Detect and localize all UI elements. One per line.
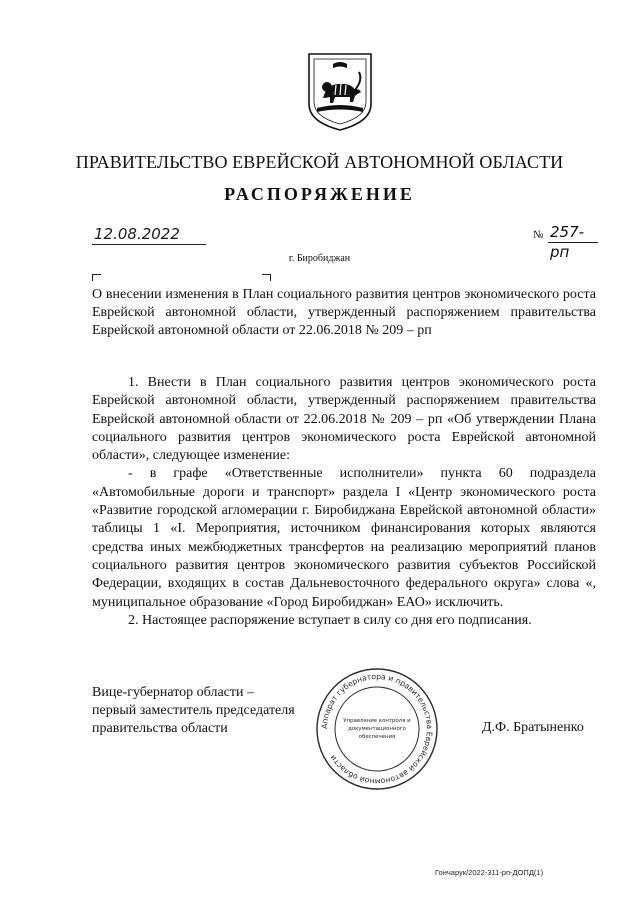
document-type: РАСПОРЯЖЕНИЕ — [224, 184, 415, 204]
subject-corner-left — [92, 274, 101, 281]
signer-title — [92, 684, 322, 738]
government-title: ПРАВИТЕЛЬСТВО ЕВРЕЙСКОЙ АВТОНОМНОЙ ОБЛАСТИ — [75, 152, 564, 172]
number-label: № — [533, 229, 544, 241]
signer-title-line-3: правительства области — [92, 721, 228, 736]
official-stamp — [312, 664, 442, 794]
document-subject: О внесении изменения в План социального развития центров экономического роста Еврейской автономной области, утвержденный распоряжением правительства Еврейской автономной области от 22.06.2018 № 209 – рп — [92, 287, 596, 338]
signer-title-line-2: первый заместитель председателя — [92, 703, 295, 718]
city: г. Биробиджан — [288, 253, 351, 264]
stamp-center-line-2: документационного — [348, 726, 406, 732]
signer-title-line-1: Вице-губернатор области – — [92, 685, 254, 700]
handwritten-date: 12.08.2022 — [92, 224, 206, 245]
body-paragraph-2: - в графе «Ответственные исполнители» пункта 60 подраздела «Автомобильные дороги и транспорт» раздела I «Центр экономического роста «Развитие городской агломерации г. Биробиджана Еврейской автономной области» таблицы 1 «I. Мероприятия, источником финансирования которых являются средства иных межбюджетных трансфертов на реализацию мероприятий планов социального развития центров экономического развития субъектов Российской Федерации, входящих в состав Дальневосточного федерального округа» слова «, муниципальное образование «Город Биробиджан» ЕАО» исключить. — [92, 466, 596, 610]
coat-of-arms-tiger-icon — [305, 50, 375, 134]
signer-name: Д.Ф. Братыненко — [482, 720, 584, 735]
stamp-ring-text: Аппарат губернатора и правительства Еврейской автономной области — [319, 671, 435, 787]
body-paragraph-3: 2. Настоящее распоряжение вступает в силу со дня его подписания. — [128, 612, 532, 628]
stamp-center-line-1: Управление контроля и — [343, 718, 411, 724]
document-body — [92, 374, 596, 630]
footer-reference: Гончарук/2022-311-рп-ДОПД(1) — [435, 868, 544, 877]
body-paragraph-1: 1. Внести в План социального развития центров экономического роста Еврейской автономной области, утвержденный распоряжением правительства Еврейской автономной области от 22.06.2018 № 209 – рп «Об утверждении Плана социального развития центров экономического роста Еврейской автономной области», следующее изменение: — [92, 375, 596, 464]
subject-corner-right — [262, 274, 271, 281]
stamp-center-line-3: обеспечения — [358, 734, 396, 740]
handwritten-number: 257-рп — [548, 222, 598, 243]
